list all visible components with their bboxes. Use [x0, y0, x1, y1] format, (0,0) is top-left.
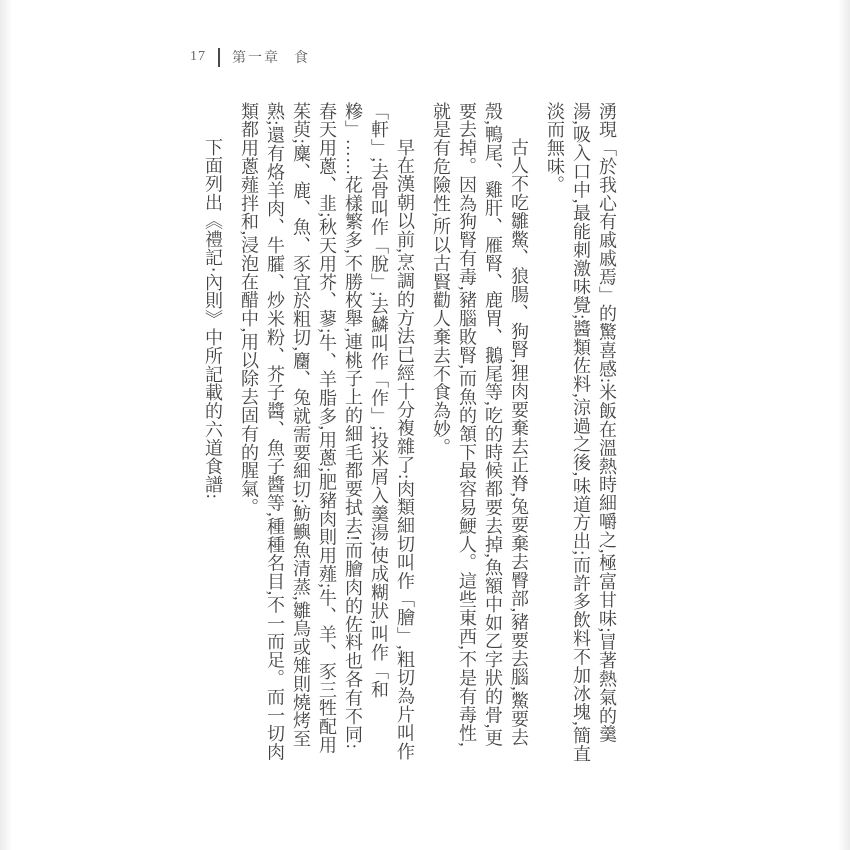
- paragraph-closing: 下面列出《禮記‧內則》中所記載的六道食譜:: [203, 138, 223, 500]
- running-head: [190, 47, 310, 67]
- paragraph: 早在漢朝以前,烹調的方法已經十分複雜了:肉類細切叫作「膾」,粗切為片叫作「軒」;去骨叫作「脫」;去鱗叫作「作」;投米屑入羹湯,使成糊狀,叫作「和糝」……花樣繁多,不勝枚舉,連桃子上的細毛都要拭去!而膾肉的佐料也各有不同:春天用蔥、韭;秋天用芥、蓼;牛、羊脂多,用蔥;肥豬肉則用薤;牛、羊、豕三牲配用茱萸;麋、鹿、魚、豕宜於粗切,麕、兔就需要細切;魴鱮魚清蒸,雛鳥或雉則燒烤至熟;還有烙羊肉、牛臛、炒米粉、芥子醬、魚子醬等,種種名目,不一而足。而一切肉類都用蔥薤拌和,浸泡在醋中,用以除去固有的腥氣。: [239, 102, 415, 762]
- header-divider-bar: [218, 48, 220, 67]
- page-edge-shadow-right: [838, 0, 850, 850]
- page-edge-shadow-left: [0, 0, 12, 850]
- chapter-title: 第一章: [232, 51, 280, 66]
- page-number: 17: [190, 49, 206, 64]
- paragraph-continuation: 湧現「於我心有戚戚焉」的驚喜感:米飯在溫熱時細嚼之,極富甘味;冒著熱氣的羹湯,吸入口中,最能刺激味覺;醬類佐料,涼過之後,味道方出;而許多飲料不加冰塊,簡直淡而無味。: [545, 102, 617, 763]
- section-title: 食: [294, 51, 310, 66]
- paragraph: 古人不吃雛鱉、狼腸、狗腎,狸肉要棄去正脊,兔要棄去臀部,豬要去腦,鱉要去殼,鴨尾、雞肝、雁腎、鹿胃、鵝尾等,吃的時候都要去掉,魚額中如乙字狀的骨,更要去掉。因為狗腎有毒,豬腦敗腎,而魚的頷下最容易鯁人。這些東西,不是有毒性,就是有危險性,所以古賢勸人棄去不食為妙。: [431, 102, 529, 748]
- body-text-block: [200, 102, 620, 765]
